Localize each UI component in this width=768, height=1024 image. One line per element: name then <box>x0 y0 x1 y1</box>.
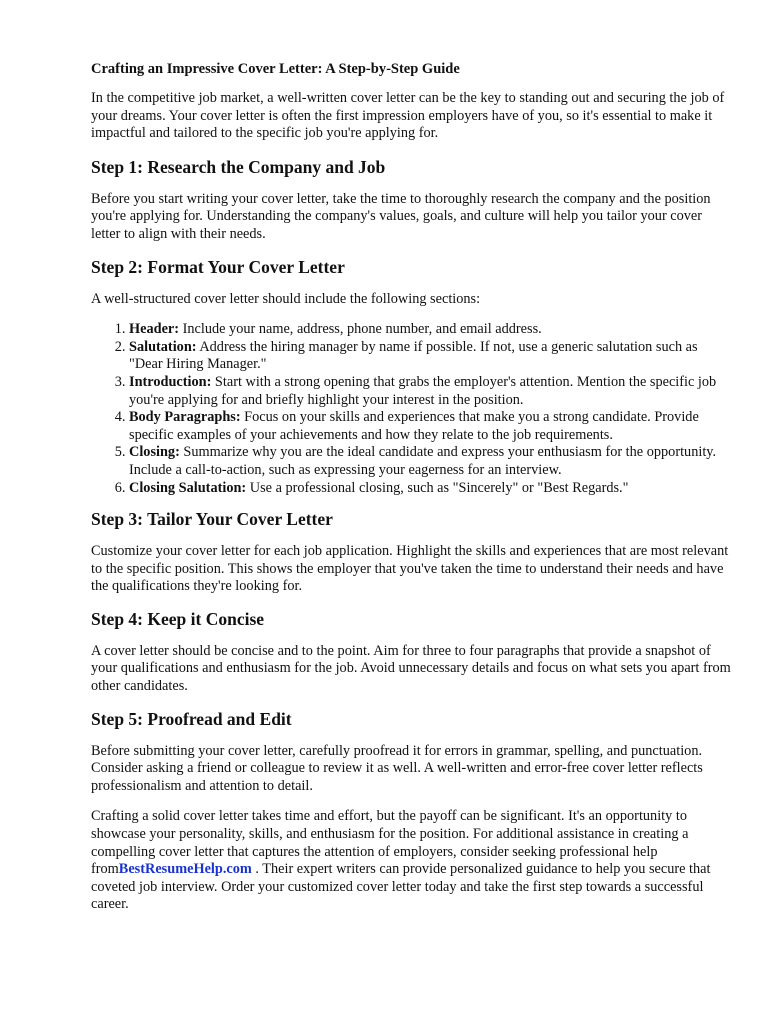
list-item-term: Salutation: <box>129 338 197 355</box>
step-1-paragraph: Before you start writing your cover letter, take the time to thoroughly research the company and the position you're applying for. Understanding the company's values, goals, and culture will help you tailor your cover letter to align with their needs. <box>91 190 711 242</box>
document-title: Crafting an Impressive Cover Letter: A Step-by-Step Guide <box>91 61 460 77</box>
list-item <box>129 480 731 498</box>
list-item <box>129 444 731 479</box>
step-1-heading: Step 1: Research the Company and Job <box>91 156 386 177</box>
step-3-paragraph: Customize your cover letter for each job application. Highlight the skills and experiences that are most relevant to the specific position. This shows the employer that you've taken the time to understand their needs and have the qualifications they're looking for. <box>91 543 729 595</box>
list-item-term: Header: <box>129 321 180 338</box>
list-item <box>129 321 731 339</box>
closing-paragraph <box>91 808 731 914</box>
list-item-term: Body Paragraphs: <box>129 409 241 426</box>
closing-text-before-link: Crafting a solid cover letter takes time and effort, but the payoff can be significant. It's an opportunity to showcase your personality, skills, and enthusiasm for the position. For additional assistance in creating a compelling cover letter that captures the attention of employers, consider seeking professional help from <box>91 808 689 878</box>
list-item <box>129 374 731 409</box>
sections-list <box>91 321 731 497</box>
step-4-paragraph: A cover letter should be concise and to the point. Aim for three to four paragraphs that provide a snapshot of your qualifications and enthusiasm for the job. Avoid unnecessary details and focus on what sets you apart from other candidates. <box>91 642 731 695</box>
list-item-term: Closing: <box>129 444 180 461</box>
intro-paragraph: In the competitive job market, a well-written cover letter can be the key to standing out and securing the job of your dreams. Your cover letter is often the first impression employers have of you, so it's essential to make it impactful and tailored to the specific job you're applying for. <box>91 90 725 142</box>
step-5-paragraph: Before submitting your cover letter, carefully proofread it for errors in grammar, spelling, and punctuation. Consider asking a friend or colleague to review it as well. A well-written and error-free cover letter reflects professionalism and attention to detail. <box>91 742 703 794</box>
list-item-text: Address the hiring manager by name if possible. If not, use a generic salutation such as "Dear Hiring Manager." <box>129 338 698 373</box>
list-item-term: Closing Salutation: <box>129 479 247 496</box>
list-item-text: Start with a strong opening that grabs the employer's attention. Mention the specific job you're applying for and briefly highlight your interest in the position. <box>129 373 717 408</box>
list-item-text: Focus on your skills and experiences that make you a strong candidate. Provide specific examples of your achievements and how they relate to the job requirements. <box>129 409 699 443</box>
list-item-term: Introduction: <box>129 373 212 390</box>
step-2-heading: Step 2: Format Your Cover Letter <box>91 256 345 277</box>
list-item-text: Use a professional closing, such as "Sincerely" or "Best Regards." <box>246 479 629 496</box>
list-item-text: Include your name, address, phone number, and email address. <box>179 321 542 338</box>
list-item <box>129 339 731 374</box>
step-3-heading: Step 3: Tailor Your Cover Letter <box>91 509 333 530</box>
list-item-text: Summarize why you are the ideal candidate and express your enthusiasm for the opportunity. Include a call-to-action, such as expressing your eagerness for an interview. <box>129 444 717 478</box>
document-page <box>91 60 731 914</box>
best-resume-help-link[interactable]: BestResumeHelp.com <box>118 861 252 878</box>
step-4-heading: Step 4: Keep it Concise <box>91 608 265 629</box>
step-2-paragraph: A well-structured cover letter should include the following sections: <box>91 290 481 307</box>
step-5-heading: Step 5: Proofread and Edit <box>91 708 292 729</box>
closing-text-after-link: . Their expert writers can provide personalized guidance to help you secure that coveted job interview. Order your customized cover letter today and take the first step towards a successful career. <box>91 861 711 913</box>
list-item <box>129 409 731 444</box>
